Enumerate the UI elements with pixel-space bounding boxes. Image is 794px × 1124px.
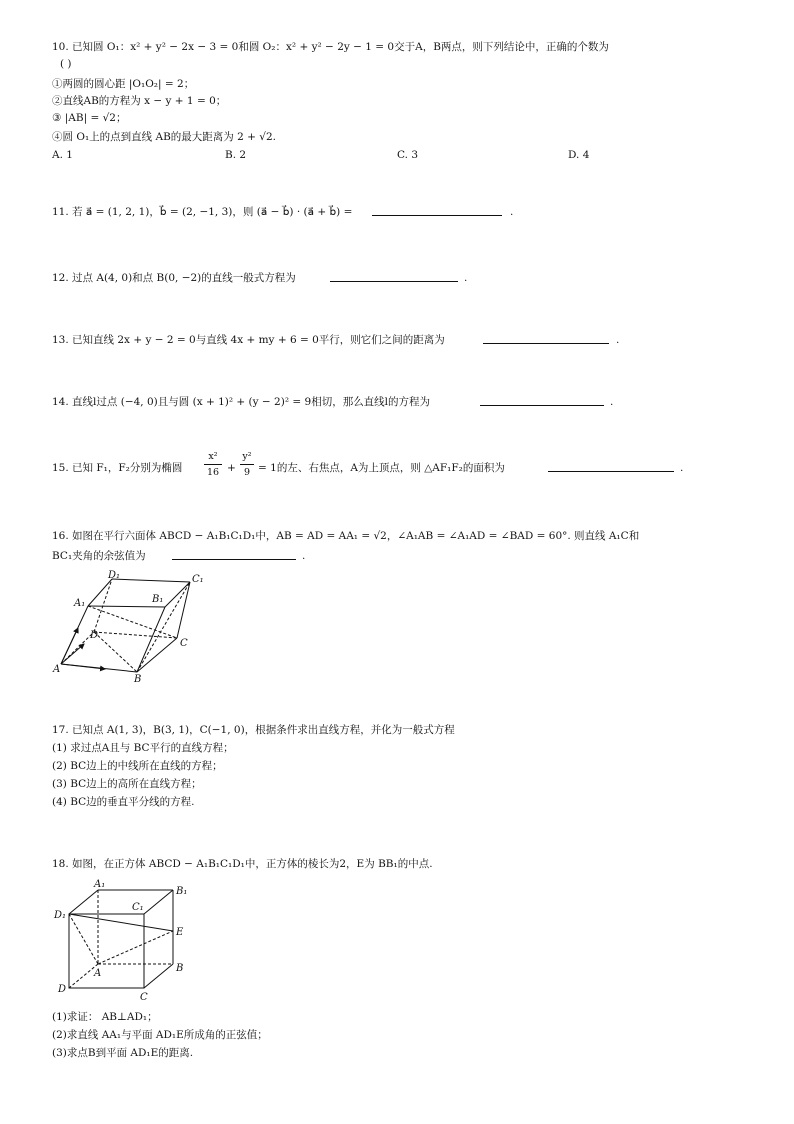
q14-period: . <box>610 396 614 408</box>
q11-answer-blank[interactable] <box>372 205 502 216</box>
q10-option-b: B. 2 <box>225 149 247 161</box>
q15-frac1-bar <box>204 464 222 465</box>
q10-item-1: ①两圆的圆心距 |O₁O₂| = 2； <box>52 78 195 90</box>
q10-answer-paren: ( ) <box>60 58 72 70</box>
q18-stem: 18. 如图，在正方体 ABCD − A₁B₁C₁D₁中，正方体的棱长为2，E为 BB₁的中点. <box>52 858 433 870</box>
q16-label-a1: A₁ <box>74 598 86 609</box>
q15-period: . <box>680 462 684 474</box>
q15-frac1-den: 16 <box>206 467 220 478</box>
q15-frac2-bar <box>240 464 254 465</box>
q13-answer-blank[interactable] <box>483 333 609 344</box>
q17-stem: 17. 已知点 A(1, 3)，B(3, 1)，C(−1, 0)，根据条件求出直线方程，并化为一般式方程 <box>52 724 455 736</box>
q16-label-c1: C₁ <box>192 574 204 585</box>
q13-text: 13. 已知直线 2x + y − 2 = 0与直线 4x + my + 6 = 0平行，则它们之间的距离为 <box>52 334 445 346</box>
q16-label-c: C <box>180 638 188 649</box>
q16-label-b: B <box>134 674 142 682</box>
q17-item-1: (1) 求过点A且与 BC平行的直线方程； <box>52 742 234 754</box>
q18-item-3: (3)求点B到平面 AD₁E的距离. <box>52 1047 194 1059</box>
q15-frac2-num: y² <box>242 451 252 462</box>
q10-option-c: C. 3 <box>397 149 419 161</box>
q12-text: 12. 过点 A(4, 0)和点 B(0, −2)的直线一般式方程为 <box>52 272 296 284</box>
q10-item-2: ②直线AB的方程为 x − y + 1 = 0； <box>52 95 227 107</box>
q17-item-3: (3) BC边上的高所在直线方程； <box>52 778 202 790</box>
q16-line2: BC₁夹角的余弦值为 <box>52 550 146 562</box>
q15-frac2-den: 9 <box>243 467 251 478</box>
q18-label-b1: B₁ <box>176 886 188 897</box>
q18-item-1: (1)求证： AB⊥AD₁； <box>52 1011 158 1023</box>
q16-label-d: D <box>90 630 99 641</box>
q16-parallelepiped-figure <box>50 566 210 682</box>
q10-option-d: D. 4 <box>568 149 590 161</box>
q16-label-a: A <box>53 664 61 675</box>
q15-answer-blank[interactable] <box>548 461 674 472</box>
q16-period: . <box>302 550 306 562</box>
q15-frac1-num: x² <box>208 451 218 462</box>
q18-label-d: D <box>58 984 67 995</box>
q16-label-b1: B₁ <box>152 594 164 605</box>
q14-answer-blank[interactable] <box>480 395 604 406</box>
q15-plus: + <box>227 462 236 474</box>
q18-cube-figure <box>50 876 200 1004</box>
q18-label-d1: D₁ <box>54 910 67 921</box>
q12-period: . <box>464 272 468 284</box>
q16-answer-blank[interactable] <box>172 549 296 560</box>
q18-label-a: A <box>94 968 102 979</box>
q18-label-b: B <box>176 963 184 974</box>
q17-item-2: (2) BC边上的中线所在直线的方程； <box>52 760 223 772</box>
q18-item-2: (2)求直线 AA₁与平面 AD₁E所成角的正弦值； <box>52 1029 268 1041</box>
q15-pre: 15. 已知 F₁，F₂分别为椭圆 <box>52 462 183 474</box>
q18-label-c: C <box>140 992 148 1003</box>
q18-label-c1: C₁ <box>132 902 144 913</box>
q18-label-e: E <box>176 927 184 938</box>
q10-option-a: A. 1 <box>52 149 73 161</box>
q12-answer-blank[interactable] <box>330 271 458 282</box>
q10-item-3: ③ |AB| = √2； <box>52 112 127 124</box>
q13-period: . <box>616 334 620 346</box>
q14-text: 14. 直线l过点 (−4, 0)且与圆 (x + 1)² + (y − 2)² = 9相切，那么直线l的方程为 <box>52 396 431 408</box>
q15-post: = 1的左、右焦点，A为上顶点，则 △AF₁F₂的面积为 <box>258 462 505 474</box>
q11-text: 11. 若 a⃗ = (1, 2, 1)，b⃗ = (2, −1, 3)，则 (a⃗ − b⃗) · (a⃗ + b⃗) = <box>52 206 353 218</box>
q11-period: . <box>510 206 514 218</box>
q16-line1: 16. 如图在平行六面体 ABCD − A₁B₁C₁D₁中，AB = AD = AA₁ = √2，∠A₁AB = ∠A₁AD = ∠BAD = 60°. 则直线 A₁C和 <box>52 530 640 542</box>
q10-stem: 10. 已知圆 O₁：x² + y² − 2x − 3 = 0和圆 O₂：x² + y² − 2y − 1 = 0交于A，B两点，则下列结论中，正确的个数为 <box>52 41 609 53</box>
q18-label-a1: A₁ <box>94 879 106 890</box>
q10-item-4: ④圆 O₁上的点到直线 AB的最大距离为 2 + √2. <box>52 131 276 143</box>
q17-item-4: (4) BC边的垂直平分线的方程. <box>52 796 195 808</box>
q16-label-d1: D₁ <box>108 570 121 581</box>
